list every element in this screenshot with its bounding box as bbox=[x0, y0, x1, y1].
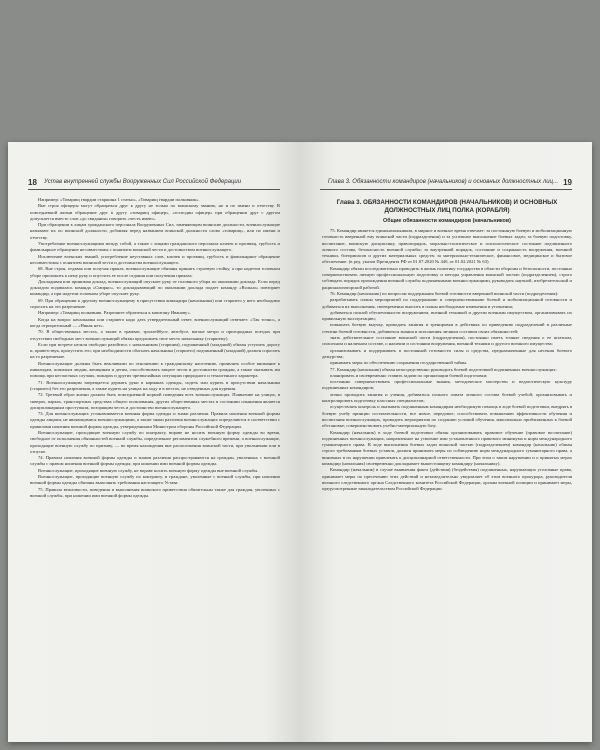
paragraph: организовывать и поддерживать в постоянной готовности силы и средства, предназначенные для несения боевого дежурства; bbox=[322, 347, 572, 359]
left-page-header bbox=[28, 178, 280, 190]
paragraph: Военнослужащие должны быть вежливыми по отношению к гражданскому населению, проявлять особое внимание к инвалидам, пожилым людям, женщинам и детям, способствовать защите чести и достоинства граждан, а также оказывать им помощь при несчастных случаях, пожарах и других чрезвычайных ситуациях природного и техногенного характера. bbox=[30, 360, 280, 379]
paragraph: 72. Трезвый образ жизни должен быть повседневной нормой поведения всех военнослужащих. Появление на улицах, в скверах, парках, транспортных средствах общего пользования, других общественных местах в состоянии опьянения является дисциплинарным проступком, позорящим честь и достоинство военнослужащего. bbox=[30, 392, 280, 410]
paragraph: Например: «Товарищ полковник. Разрешите обратиться к капитану Иванову». bbox=[38, 310, 191, 316]
paragraph: 74. Правила ношения военной формы одежды и знаков различия распространяются на граждан, уволенных с военной службы с правом ношения военной формы одежды; при ношении ими военной формы одежды. bbox=[30, 455, 280, 467]
paragraph: Докладывая или принимая доклад, военнослужащий опускает руку от головного убора по окончании доклада. Если перед докладом подавалась команда «Смирно», то докладывающий по окончании доклада подает команду «Вольно» повторяет командир, а при надетом головном уборе опускает руку. bbox=[30, 278, 280, 297]
paragraph: Если при встрече нельзя свободно разойтись с начальником (старшим), подчиненный (младший) обязан уступить дорогу и, приветствуя, пропустить его; при необходимости обогнать начальника (старшего) подчиненный (младший) должен спросить на то разрешение. bbox=[30, 341, 280, 360]
right-page-body bbox=[322, 197, 572, 732]
paragraph: 70. В общественных местах, а также в трамвае, троллейбусе, автобусе, вагоне метро и пригородных поездах при отсутствии свободных мест военнослужащий обязан предложить свое место начальнику (старшему). bbox=[30, 329, 280, 341]
left-page-number: 18 bbox=[28, 178, 37, 187]
paragraph: добиваться полной обеспеченности вооружением, военной техникой и другим военным имуществом, организовывать их правильную эксплуатацию; bbox=[322, 309, 572, 322]
paragraph: Командир обязан последовательно проводить в жизнь политику государства в области обороны и безопасности, постоянно совершенствовать личную профессиональную подготовку и методы управления воинской частью (подразделением), строго соблюдать порядок прохождения военной службы подчиненными военнослужащими, руководить научной, изобретательской и рационализаторской работой. bbox=[322, 265, 572, 290]
paragraph: 69. При обращении к другому военнослужащему в присутствии командира (начальника) или старшего у него необходимо спросить на это разрешение. bbox=[30, 297, 280, 310]
paragraph: 76. Командир (начальник) по вопросам поддержания боевой готовности вверенной воинской части (подразделения): bbox=[330, 290, 559, 296]
paragraph: Военнослужащие, проходящие военную службу по контракту, вправе не носить военную форму одежды во время, свободное от исполнения обязанностей военной службы, определенное регламентом служебного времени, а военнослужащие, проходящие военную службу по призыву, — во время нахождения вне расположения воинской части, при увольнении или в отпуске. bbox=[30, 429, 280, 454]
paragraph: повышать боевую выучку, проводить занятия и тренировки в действиях по приведению подразделений в различные степени боевой готовности, добиваться знания и исполнения личным составом своих обязанностей; bbox=[322, 322, 572, 334]
paragraph: 73. Для военнослужащих устанавливается военная форма одежды и знаки различия. Правила ношения военной формы одежды лицами, не являющимися военнослужащими, а также знаки различия военнослужащих определяются в соответствии с правилами ношения военной формы одежды, утвержденными Министром обороны Российской Федерации. bbox=[30, 411, 280, 429]
left-running-head: Устав внутренней службы Вооруженных Сил Российской Федерации bbox=[44, 179, 242, 185]
paragraph: Когда на вопрос начальника или старшего надо дать утвердительный ответ, военнослужащий отвечает: «Так точно», а когда отрицательный — «Никак нет». bbox=[30, 316, 280, 328]
paragraph: принимать меры по обеспечению сохранения государственной тайны. bbox=[330, 360, 468, 366]
paragraph: 71. Военнослужащим запрещается держать руки в карманах одежды, сидеть или курить в присутствии начальника (старшего) без его разрешения, а также курить на улицах на ходу и в местах, не отведенных для курения. bbox=[30, 379, 280, 391]
paragraph: лично проводить занятия и учения, добиваться полного охвата личного состава боевой учебой; организовывать и контролировать подготовку классных специалистов; bbox=[322, 391, 572, 404]
paragraph: Вне строя офицеры могут обращаться друг к другу не только по воинскому званию, но и по имени и отчеству. В повседневной жизни обращение друг к другу «товарищ офицер», «господин офицер» при обращении друг с другом допускается вместо слов «до свидания» говорить «честь имею». bbox=[30, 203, 280, 221]
right-page-number: 19 bbox=[563, 178, 572, 187]
right-running-head: Глава 3. Обязанности командиров (начальников) и основных должностных лиц... bbox=[327, 179, 558, 185]
paragraph: знать действительное состояние воинской части (подразделения), постоянно иметь точные сведения о ее штатном, списочном и наличном составе, о наличии и состоянии вооружения, военной техники и другого военного имущества; bbox=[322, 335, 572, 347]
paragraph: Военнослужащие, проходящие военную службу по контракту, и граждане, уволенные с военной службы, при ношении военной формы одежды обязаны выполнять требования настоящего Устава. bbox=[30, 474, 280, 486]
left-page bbox=[8, 142, 300, 742]
paragraph: 68. Вне строя, отдавая или получая приказ, военнослужащие обязаны принять строевую стойку, а при надетом головном уборе приложить к нему руку и опустить ее после отдания или получения приказа. bbox=[30, 266, 280, 278]
section-title: Общие обязанности командиров (начальников) bbox=[383, 218, 511, 224]
right-page bbox=[300, 142, 592, 742]
paragraph: Например: «Товарищ гвардии старшина 1 статьи», «Товарищ гвардии полковник». bbox=[38, 197, 200, 202]
chapter-title: Глава 3. ОБЯЗАННОСТИ КОМАНДИРОВ (НАЧАЛЬНИКОВ) И ОСНОВНЫХ ДОЛЖНОСТНЫХ ЛИЦ ПОЛКА (КОРАБЛЯ) bbox=[336, 199, 558, 214]
paragraph: 75. Командир является единоначальником, в мирное и военное время отвечает: за постоянную боевую и мобилизационную готовность вверенной ему воинской части (подразделения) и за успешное выполнение боевых задач; за боевую подготовку, воспитание, воинскую дисциплину, правопорядок, морально-политическое и психологическое состояние подчиненного личного состава, безопасность военной службы; за внутренний порядок, состояние и сохранность вооружения, военной техники, боеприпасов и других материальных средств; за материально-техническое, финансовое, медицинское и бытовое обеспечение. (в ред. указов Президента РФ от 01.07.2020 № 440, от 01.02.2021 № 63) bbox=[322, 228, 572, 265]
paragraph: постоянно совершенствовать профессиональные знания, методическое мастерство и педагогическую культуру подчиненных командиров; bbox=[322, 379, 572, 391]
book-spread bbox=[8, 142, 592, 742]
left-page-body bbox=[30, 197, 280, 732]
paragraph: осуществлять контроль и оказывать подчиненным командирам необходимую помощь в ходе боевой подготовки, внедрять в боевую учебу принцип состязательности, все новое, передовое; способствовать повышению эффективности обучения и воспитания военнослужащих, проводить мероприятия по созданию условий обучения, максимально приближенных к боевой обстановке; совершенствовать учебно-материальную базу. bbox=[322, 404, 572, 429]
paragraph: 75. Правила вежливости, поведения и выполнения воинского приветствия обязательны также для граждан, уволенных с военной службы, при ношении ими военной формы одежды. bbox=[30, 486, 280, 498]
paragraph: 77. Командир (начальник) обязан непосредственно руководить боевой подготовкой подчиненных военнослужащих: bbox=[330, 366, 557, 372]
paragraph: планировать и своевременно ставить задачи по организации боевой подготовки; bbox=[330, 372, 488, 378]
paragraph: Исключение военских званий, употребление неуставных слов, кличек и прозвищ, грубость и фамильярное обращение несовместимы с понятием воинской чести и достоинства военнослужащего. bbox=[30, 253, 280, 265]
paragraph: разрабатывать планы мероприятий по поддержанию и совершенствованию боевой и мобилизационной готовности и добиваться их выполнения, своевременно вносить в планы необходимые изменения и уточнения; bbox=[322, 297, 572, 309]
paragraph: Командир (начальник) в ходе боевой подготовки обязан организовывать правовое обучение (правовое воспитание) подчиненных военнослужащих, направленное на усвоение ими установленного правового минимума и норм международного гуманитарного права. В ходе выполнения боевых задач воинской частью (подразделением) командир (начальник) обязан строго требованиям боевых уставов, должен принимать меры по соблюдению норм международного гуманитарного права, а виновных в их нарушении привлекать к дисциплинарной ответственности. При этом о таком нарушении и о принятых мерах командир (начальник) своевременно докладывает вышестоящему командиру (начальнику). bbox=[322, 429, 572, 466]
right-page-header bbox=[320, 178, 572, 190]
paragraph: Командир (начальник) в случае выявления факта (действия) (бездействия) подчиненных, нарушающих уголовные права, принимает меры по пресечению этих действий и незамедлительно уведомляет об этом военного прокурора, руководителя военного следственного органа Следственного комитета Российской Федерации, органы военной полиции и принимает меры, предусмотренные законодательством Российской Федерации. bbox=[322, 467, 572, 492]
paragraph: Употребление военнослужащими между собой, а также с лицами гражданского персонала кличек и прозвищ, грубость и фамильярное обращение несовместимы с понятием воинской чести и достоинством военнослужащего. bbox=[30, 241, 280, 253]
paragraph: Военнослужащие, проходящие военную службу, не вправе носить военную форму одежды вне военной службы. bbox=[38, 467, 259, 473]
paragraph: При обращении к лицам гражданского персонала Вооруженных Сил, заменяющим воинские должности, военнослужащие называют их по воинской должности, добавляя перед названием воинской должности слово «товарищ», или по имени и отчеству. bbox=[30, 222, 280, 240]
